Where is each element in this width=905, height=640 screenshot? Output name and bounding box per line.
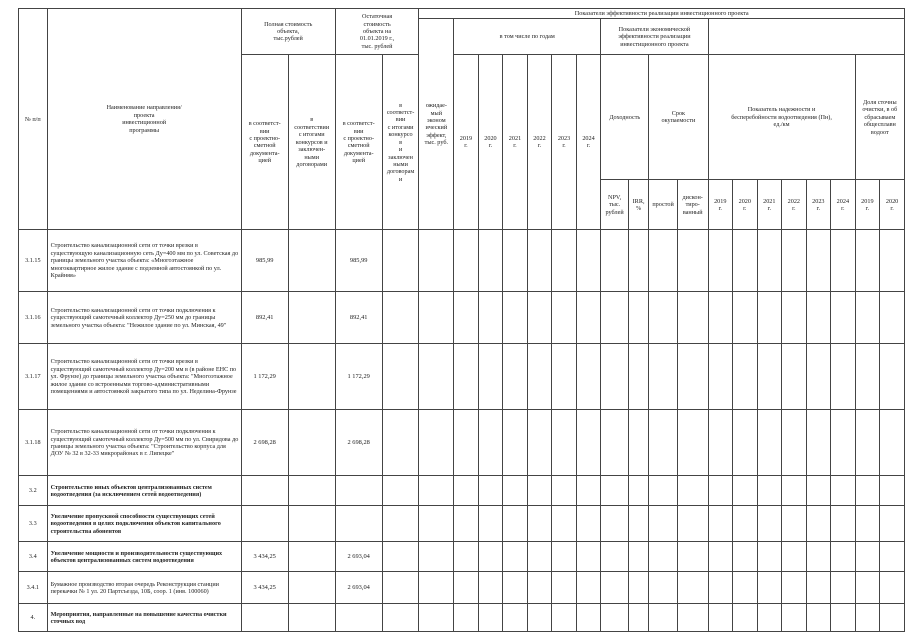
row-empty-cell bbox=[855, 410, 880, 476]
row-empty-cell bbox=[677, 604, 708, 632]
row-empty-cell bbox=[419, 572, 454, 604]
row-empty-cell bbox=[782, 476, 807, 506]
row-empty-cell bbox=[649, 292, 678, 344]
row-empty-cell bbox=[757, 604, 782, 632]
row-empty-cell bbox=[782, 230, 807, 292]
col-header-full-cost: Полная стоимость объекта, тыс.рублей bbox=[241, 9, 335, 55]
row-name: Строительство иных объектов централизованных систем водоотведения (за исключением сетей водоотведения) bbox=[47, 476, 241, 506]
row-residual-design bbox=[335, 506, 382, 542]
row-empty-cell bbox=[880, 292, 905, 344]
col-header-residual-cost: Остаточная стоимость объекта на 01.01.2019 г., тыс. рублей bbox=[335, 9, 419, 55]
row-empty-cell bbox=[552, 476, 577, 506]
row-empty-cell bbox=[806, 572, 831, 604]
col-header-share-year-1: 2020 г. bbox=[880, 180, 905, 230]
table-body bbox=[19, 230, 905, 632]
row-empty-cell bbox=[454, 410, 479, 476]
col-header-rel-year-1: 2020 г. bbox=[733, 180, 758, 230]
row-num: 3.1.17 bbox=[19, 344, 48, 410]
row-empty-cell bbox=[757, 476, 782, 506]
row-full-design bbox=[241, 604, 288, 632]
row-empty-cell bbox=[454, 292, 479, 344]
row-empty-cell bbox=[576, 572, 601, 604]
row-empty-cell bbox=[576, 604, 601, 632]
row-empty-cell bbox=[831, 344, 856, 410]
row-empty-cell bbox=[478, 572, 503, 604]
row-empty-cell bbox=[708, 542, 733, 572]
row-empty-cell bbox=[552, 604, 577, 632]
row-empty-cell bbox=[454, 572, 479, 604]
row-full-contract bbox=[288, 604, 335, 632]
col-header-blank bbox=[708, 19, 904, 55]
col-header-economic: Показатели экономической эффективности реализации инвестиционного проекта bbox=[601, 19, 708, 55]
col-header-full-contract: в соответствии с итогами конкурсов и заключен- ными договорами bbox=[288, 55, 335, 230]
row-full-design: 1 172,29 bbox=[241, 344, 288, 410]
row-empty-cell bbox=[601, 476, 629, 506]
row-empty-cell bbox=[855, 506, 880, 542]
col-header-by-years: в том числе по годам bbox=[454, 19, 601, 55]
table-row bbox=[19, 572, 905, 604]
col-header-npv: NPV, тыс. рублей bbox=[601, 180, 629, 230]
row-empty-cell bbox=[880, 572, 905, 604]
row-empty-cell bbox=[649, 344, 678, 410]
row-empty-cell bbox=[782, 410, 807, 476]
row-num: 3.3 bbox=[19, 506, 48, 542]
row-empty-cell bbox=[649, 572, 678, 604]
row-empty-cell bbox=[649, 230, 678, 292]
row-empty-cell bbox=[708, 292, 733, 344]
row-empty-cell bbox=[677, 292, 708, 344]
row-empty-cell bbox=[503, 410, 528, 476]
row-empty-cell bbox=[806, 542, 831, 572]
row-name: Строительство канализационной сети от точки подключения к существующий самотечный коллектор Ду=250 мм до границы земельного участка объекта: "Нежилое здание по ул. Минская, 49" bbox=[47, 292, 241, 344]
row-empty-cell bbox=[419, 506, 454, 542]
row-empty-cell bbox=[782, 506, 807, 542]
row-empty-cell bbox=[806, 604, 831, 632]
row-empty-cell bbox=[576, 506, 601, 542]
row-full-design: 3 434,25 bbox=[241, 572, 288, 604]
row-empty-cell bbox=[757, 572, 782, 604]
row-full-design: 3 434,25 bbox=[241, 542, 288, 572]
row-empty-cell bbox=[454, 230, 479, 292]
row-name: Увеличение мощности и производительности существующих объектов централизованных систем водоотведения bbox=[47, 542, 241, 572]
row-empty-cell bbox=[677, 410, 708, 476]
row-empty-cell bbox=[831, 292, 856, 344]
row-num: 3.2 bbox=[19, 476, 48, 506]
row-empty-cell bbox=[831, 506, 856, 542]
col-header-name: Наименование направления/ проекта инвестиционной программы bbox=[47, 9, 241, 230]
row-empty-cell bbox=[527, 344, 552, 410]
row-empty-cell bbox=[855, 542, 880, 572]
row-empty-cell bbox=[855, 572, 880, 604]
row-empty-cell bbox=[503, 292, 528, 344]
row-empty-cell bbox=[576, 476, 601, 506]
row-empty-cell bbox=[677, 506, 708, 542]
row-empty-cell bbox=[757, 344, 782, 410]
col-header-year-5: 2024 г. bbox=[576, 55, 601, 230]
row-empty-cell bbox=[576, 542, 601, 572]
row-empty-cell bbox=[527, 604, 552, 632]
row-empty-cell bbox=[733, 230, 758, 292]
document-sheet bbox=[18, 8, 905, 625]
row-empty-cell bbox=[880, 604, 905, 632]
row-full-contract bbox=[288, 476, 335, 506]
row-full-contract bbox=[288, 292, 335, 344]
col-header-num: № п/п bbox=[19, 9, 48, 230]
row-empty-cell bbox=[601, 572, 629, 604]
row-empty-cell bbox=[628, 292, 648, 344]
col-header-payback: Срок окупаемости bbox=[649, 55, 708, 180]
row-full-contract bbox=[288, 506, 335, 542]
row-empty-cell bbox=[628, 604, 648, 632]
row-empty-cell bbox=[454, 604, 479, 632]
col-header-rel-year-2: 2021 г. bbox=[757, 180, 782, 230]
row-empty-cell bbox=[601, 410, 629, 476]
row-empty-cell bbox=[757, 506, 782, 542]
table-row bbox=[19, 506, 905, 542]
row-residual-design: 985,99 bbox=[335, 230, 382, 292]
row-full-design: 2 698,28 bbox=[241, 410, 288, 476]
row-residual-design bbox=[335, 604, 382, 632]
row-empty-cell bbox=[503, 572, 528, 604]
row-empty-cell bbox=[677, 572, 708, 604]
row-empty-cell bbox=[527, 572, 552, 604]
row-empty-cell bbox=[757, 542, 782, 572]
row-empty-cell bbox=[527, 506, 552, 542]
row-residual-contract bbox=[382, 410, 419, 476]
row-empty-cell bbox=[806, 476, 831, 506]
row-empty-cell bbox=[628, 542, 648, 572]
row-empty-cell bbox=[649, 476, 678, 506]
row-empty-cell bbox=[601, 506, 629, 542]
table-row bbox=[19, 542, 905, 572]
row-empty-cell bbox=[757, 230, 782, 292]
row-empty-cell bbox=[552, 230, 577, 292]
row-residual-contract bbox=[382, 292, 419, 344]
row-empty-cell bbox=[806, 292, 831, 344]
row-empty-cell bbox=[855, 230, 880, 292]
row-empty-cell bbox=[855, 292, 880, 344]
row-empty-cell bbox=[782, 292, 807, 344]
row-empty-cell bbox=[419, 292, 454, 344]
row-empty-cell bbox=[708, 476, 733, 506]
row-empty-cell bbox=[478, 542, 503, 572]
row-full-contract bbox=[288, 410, 335, 476]
row-empty-cell bbox=[628, 230, 648, 292]
row-empty-cell bbox=[628, 344, 648, 410]
row-name: Бумажное производство вторая очередь Реконструкция станции перекачки № 1 ул. 20 Партсъезда, 10Б, соор. 1 (инв. 100060) bbox=[47, 572, 241, 604]
row-empty-cell bbox=[419, 476, 454, 506]
row-empty-cell bbox=[419, 410, 454, 476]
row-empty-cell bbox=[880, 230, 905, 292]
row-empty-cell bbox=[576, 230, 601, 292]
row-residual-design: 2 698,28 bbox=[335, 410, 382, 476]
row-empty-cell bbox=[454, 506, 479, 542]
col-header-expected-effect: ожидае- мый эконом ический эффект, тыс. руб. bbox=[419, 19, 454, 230]
row-empty-cell bbox=[601, 542, 629, 572]
row-empty-cell bbox=[733, 344, 758, 410]
col-header-residual-design: в соответст- вии с проектно- сметной документа- цией bbox=[335, 55, 382, 230]
row-empty-cell bbox=[708, 506, 733, 542]
row-empty-cell bbox=[855, 604, 880, 632]
row-full-design bbox=[241, 476, 288, 506]
row-full-contract bbox=[288, 542, 335, 572]
row-empty-cell bbox=[419, 230, 454, 292]
row-empty-cell bbox=[649, 542, 678, 572]
table-row bbox=[19, 604, 905, 632]
row-empty-cell bbox=[782, 344, 807, 410]
row-empty-cell bbox=[782, 542, 807, 572]
table-row bbox=[19, 230, 905, 292]
row-name: Строительство канализационной сети от точки врезки в существующий самотечный коллектор Ду=200 мм в (в районе ЕНС по ул. Фрунзе) до границы земельного участка объекта: "Многоэтажное жилое здание со встроенными торгово-административными помещениями и автостоянкой закрытого типа по ул. Неделина-Фрунзе bbox=[47, 344, 241, 410]
row-full-design bbox=[241, 506, 288, 542]
row-empty-cell bbox=[733, 410, 758, 476]
row-num: 4. bbox=[19, 604, 48, 632]
row-empty-cell bbox=[806, 344, 831, 410]
row-empty-cell bbox=[628, 572, 648, 604]
row-empty-cell bbox=[552, 542, 577, 572]
col-header-discounted: дискон- тиро- ванный bbox=[677, 180, 708, 230]
table-row bbox=[19, 476, 905, 506]
row-empty-cell bbox=[649, 604, 678, 632]
col-header-year-2: 2021 г. bbox=[503, 55, 528, 230]
row-empty-cell bbox=[478, 292, 503, 344]
row-name: Мероприятия, направленные на повышение качества очистки сточных вод bbox=[47, 604, 241, 632]
row-empty-cell bbox=[677, 230, 708, 292]
row-empty-cell bbox=[649, 410, 678, 476]
row-empty-cell bbox=[527, 542, 552, 572]
row-empty-cell bbox=[757, 292, 782, 344]
row-empty-cell bbox=[880, 506, 905, 542]
table-row bbox=[19, 292, 905, 344]
row-empty-cell bbox=[708, 572, 733, 604]
col-header-reliability: Показатель надежности и бесперебойности водоотведения (Пн), ед./км bbox=[708, 55, 855, 180]
row-empty-cell bbox=[806, 506, 831, 542]
row-num: 3.1.15 bbox=[19, 230, 48, 292]
row-empty-cell bbox=[478, 410, 503, 476]
row-empty-cell bbox=[576, 410, 601, 476]
col-header-full-design: в соответст- вии с проектно- сметной документа- цией bbox=[241, 55, 288, 230]
row-empty-cell bbox=[782, 572, 807, 604]
col-header-efficiency: Показатели эффективности реализации инвестиционного проекта bbox=[419, 9, 905, 19]
col-header-year-1: 2020 г. bbox=[478, 55, 503, 230]
col-header-year-0: 2019 г. bbox=[454, 55, 479, 230]
row-empty-cell bbox=[478, 344, 503, 410]
row-empty-cell bbox=[628, 410, 648, 476]
col-header-share: Доля сточны очистки, в об сбрасываем общесплавн водоот bbox=[855, 55, 904, 180]
row-empty-cell bbox=[503, 506, 528, 542]
row-empty-cell bbox=[454, 542, 479, 572]
row-empty-cell bbox=[601, 230, 629, 292]
investment-program-table bbox=[18, 8, 905, 632]
row-empty-cell bbox=[478, 506, 503, 542]
row-residual-design: 1 172,29 bbox=[335, 344, 382, 410]
row-empty-cell bbox=[649, 506, 678, 542]
row-empty-cell bbox=[601, 344, 629, 410]
row-empty-cell bbox=[831, 572, 856, 604]
row-empty-cell bbox=[576, 292, 601, 344]
row-empty-cell bbox=[576, 344, 601, 410]
row-empty-cell bbox=[733, 604, 758, 632]
row-empty-cell bbox=[628, 506, 648, 542]
row-full-design: 892,41 bbox=[241, 292, 288, 344]
row-empty-cell bbox=[419, 542, 454, 572]
row-residual-contract bbox=[382, 604, 419, 632]
row-empty-cell bbox=[733, 572, 758, 604]
row-empty-cell bbox=[831, 410, 856, 476]
row-residual-design: 892,41 bbox=[335, 292, 382, 344]
row-empty-cell bbox=[527, 230, 552, 292]
row-residual-contract bbox=[382, 572, 419, 604]
row-full-contract bbox=[288, 230, 335, 292]
row-empty-cell bbox=[454, 344, 479, 410]
col-header-rel-year-3: 2022 г. bbox=[782, 180, 807, 230]
row-empty-cell bbox=[419, 604, 454, 632]
col-header-profitability: Доходность bbox=[601, 55, 649, 180]
row-empty-cell bbox=[503, 230, 528, 292]
row-empty-cell bbox=[527, 410, 552, 476]
row-residual-design: 2 693,04 bbox=[335, 572, 382, 604]
row-empty-cell bbox=[708, 230, 733, 292]
row-empty-cell bbox=[478, 604, 503, 632]
row-empty-cell bbox=[503, 344, 528, 410]
col-header-rel-year-0: 2019 г. bbox=[708, 180, 733, 230]
row-full-contract bbox=[288, 344, 335, 410]
table-row bbox=[19, 410, 905, 476]
row-empty-cell bbox=[601, 604, 629, 632]
col-header-year-4: 2023 г. bbox=[552, 55, 577, 230]
row-empty-cell bbox=[478, 230, 503, 292]
row-empty-cell bbox=[552, 410, 577, 476]
row-empty-cell bbox=[757, 410, 782, 476]
row-residual-contract bbox=[382, 344, 419, 410]
row-empty-cell bbox=[880, 410, 905, 476]
row-empty-cell bbox=[831, 476, 856, 506]
row-empty-cell bbox=[831, 604, 856, 632]
row-empty-cell bbox=[677, 344, 708, 410]
row-num: 3.4.1 bbox=[19, 572, 48, 604]
row-empty-cell bbox=[733, 476, 758, 506]
row-empty-cell bbox=[527, 476, 552, 506]
row-name: Строительство канализационной сети от точки врезки в существующую канализационную сеть Ду=400 мм по ул. Советская до границы земельного участка объекта: «Многоэтажное многоквартирное жилое здание с подземной автостоянкой по ул. Крайняя» bbox=[47, 230, 241, 292]
row-empty-cell bbox=[419, 344, 454, 410]
row-empty-cell bbox=[708, 410, 733, 476]
row-empty-cell bbox=[552, 506, 577, 542]
row-residual-contract bbox=[382, 230, 419, 292]
row-empty-cell bbox=[454, 476, 479, 506]
row-num: 3.1.16 bbox=[19, 292, 48, 344]
row-empty-cell bbox=[880, 542, 905, 572]
row-empty-cell bbox=[831, 542, 856, 572]
row-residual-contract bbox=[382, 476, 419, 506]
row-empty-cell bbox=[855, 344, 880, 410]
row-empty-cell bbox=[552, 344, 577, 410]
row-num: 3.1.18 bbox=[19, 410, 48, 476]
row-empty-cell bbox=[708, 344, 733, 410]
col-header-residual-contract: в соответст- вии с итогами конкурсо в и заключен ными договорам и bbox=[382, 55, 419, 230]
row-residual-contract bbox=[382, 506, 419, 542]
row-empty-cell bbox=[552, 292, 577, 344]
row-name: Строительство канализационной сети от точки подключения к существующий самотечный коллектор Ду=500 мм по ул. Свиридова до границы земельного участка объекта: "Строительство корпуса для ДОУ № 32 в 32-33 микрорайонах в г. Липецке" bbox=[47, 410, 241, 476]
row-empty-cell bbox=[503, 542, 528, 572]
row-empty-cell bbox=[733, 292, 758, 344]
row-residual-design bbox=[335, 476, 382, 506]
row-name: Увеличение пропускной способности существующих сетей водоотведения в целях подключения объектов капитального строительства абонентов bbox=[47, 506, 241, 542]
row-empty-cell bbox=[806, 410, 831, 476]
col-header-year-3: 2022 г. bbox=[527, 55, 552, 230]
row-empty-cell bbox=[733, 506, 758, 542]
row-empty-cell bbox=[552, 572, 577, 604]
col-header-simple: простой bbox=[649, 180, 678, 230]
row-empty-cell bbox=[831, 230, 856, 292]
row-residual-contract bbox=[382, 542, 419, 572]
row-full-design: 985,99 bbox=[241, 230, 288, 292]
row-empty-cell bbox=[478, 476, 503, 506]
row-empty-cell bbox=[677, 542, 708, 572]
row-empty-cell bbox=[855, 476, 880, 506]
row-empty-cell bbox=[503, 604, 528, 632]
row-empty-cell bbox=[628, 476, 648, 506]
row-empty-cell bbox=[601, 292, 629, 344]
col-header-rel-year-5: 2024 г. bbox=[831, 180, 856, 230]
col-header-share-year-0: 2019 г. bbox=[855, 180, 880, 230]
col-header-irr: IRR, % bbox=[628, 180, 648, 230]
row-empty-cell bbox=[880, 476, 905, 506]
row-empty-cell bbox=[782, 604, 807, 632]
row-empty-cell bbox=[503, 476, 528, 506]
row-residual-design: 2 693,04 bbox=[335, 542, 382, 572]
row-full-contract bbox=[288, 572, 335, 604]
col-header-rel-year-4: 2023 г. bbox=[806, 180, 831, 230]
row-num: 3.4 bbox=[19, 542, 48, 572]
row-empty-cell bbox=[880, 344, 905, 410]
row-empty-cell bbox=[708, 604, 733, 632]
table-row bbox=[19, 344, 905, 410]
row-empty-cell bbox=[527, 292, 552, 344]
row-empty-cell bbox=[806, 230, 831, 292]
row-empty-cell bbox=[677, 476, 708, 506]
row-empty-cell bbox=[733, 542, 758, 572]
